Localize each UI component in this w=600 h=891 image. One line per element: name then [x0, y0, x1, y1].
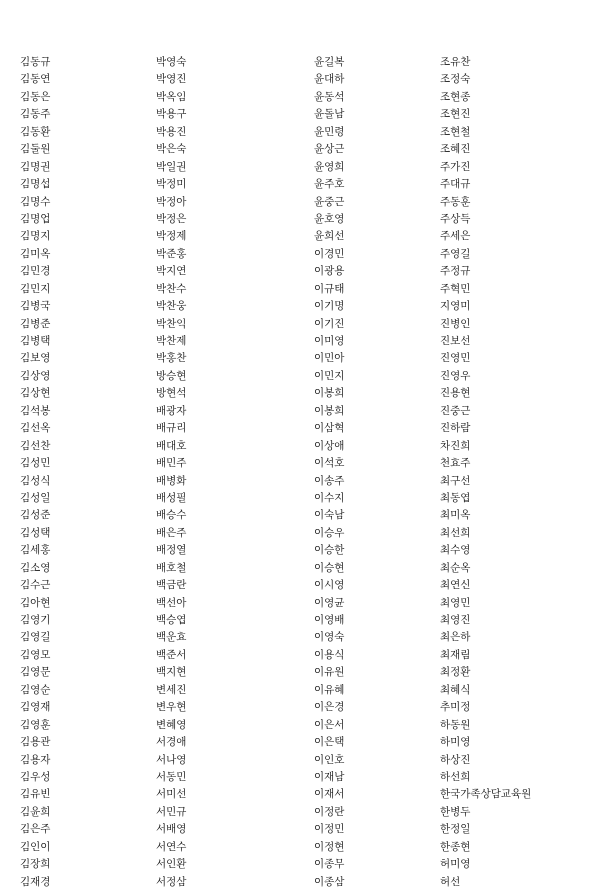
name-cell: 이승한: [314, 544, 345, 557]
name-cell: 이정현: [314, 840, 345, 853]
name-cell: 백운효: [156, 631, 187, 644]
name-cell: 차진희: [440, 439, 471, 452]
name-cell: 배호철: [156, 561, 187, 574]
name-cell: 김아현: [20, 596, 51, 609]
name-cell: 배광자: [156, 404, 187, 417]
name-row: [0, 752, 600, 769]
name-row: [0, 141, 600, 158]
name-cell: 주대규: [440, 178, 471, 191]
name-cell: 윤대하: [314, 73, 345, 86]
name-cell: 김보영: [20, 352, 51, 365]
name-cell: 이상애: [314, 439, 345, 452]
name-cell: 박은숙: [156, 143, 187, 156]
name-cell: 김유빈: [20, 788, 51, 801]
name-row: [0, 629, 600, 646]
name-cell: 하동원: [440, 718, 471, 731]
name-cell: 김성택: [20, 526, 51, 539]
name-row: [0, 874, 600, 891]
name-cell: 김소영: [20, 561, 51, 574]
name-cell: 배성필: [156, 491, 187, 504]
name-cell: 김성식: [20, 474, 51, 487]
name-cell: 윤민령: [314, 125, 345, 138]
name-cell: 최미옥: [440, 509, 471, 522]
name-cell: 변세진: [156, 683, 187, 696]
name-cell: 박찬수: [156, 282, 187, 295]
name-row: [0, 664, 600, 681]
name-cell: 이재남: [314, 770, 345, 783]
name-cell: 주세은: [440, 230, 471, 243]
name-cell: 조혜진: [440, 143, 471, 156]
name-cell: 이규태: [314, 282, 345, 295]
name-cell: 최영민: [440, 596, 471, 609]
name-cell: 서배영: [156, 823, 187, 836]
name-cell: 백선아: [156, 596, 187, 609]
name-row: [0, 804, 600, 821]
name-row: [0, 490, 600, 507]
name-cell: 이기진: [314, 317, 345, 330]
name-row: [0, 385, 600, 402]
name-cell: 이영균: [314, 596, 345, 609]
name-cell: 이은택: [314, 736, 345, 749]
name-cell: 박영진: [156, 73, 187, 86]
name-cell: 백준서: [156, 648, 187, 661]
name-cell: 이봉희: [314, 404, 345, 417]
name-row: [0, 176, 600, 193]
name-list-table: [0, 54, 600, 891]
name-cell: 박찬익: [156, 317, 187, 330]
name-cell: 서인환: [156, 858, 187, 871]
name-cell: 변우현: [156, 701, 187, 714]
name-cell: 조현종: [440, 90, 471, 103]
name-cell: 김병택: [20, 335, 51, 347]
name-row: [0, 368, 600, 385]
name-row: [0, 455, 600, 472]
name-cell: 배규리: [156, 422, 187, 435]
name-row: [0, 403, 600, 420]
name-cell: 김윤희: [20, 805, 51, 818]
name-cell: 이재서: [314, 788, 345, 801]
name-cell: 김은주: [20, 823, 51, 836]
name-cell: 이정란: [314, 805, 345, 818]
name-cell: 이유원: [314, 666, 345, 679]
name-row: [0, 333, 600, 350]
name-row: [0, 71, 600, 88]
name-cell: 윤주호: [314, 178, 345, 191]
name-cell: 최재림: [440, 648, 471, 661]
name-cell: 이민아: [314, 352, 345, 365]
name-cell: 이기명: [314, 300, 345, 313]
name-row: [0, 717, 600, 734]
name-cell: 김용관: [20, 736, 51, 749]
name-cell: 지영미: [440, 300, 471, 313]
name-row: [0, 595, 600, 612]
name-row: [0, 420, 600, 437]
name-cell: 김수근: [20, 579, 51, 592]
name-row: [0, 786, 600, 803]
name-row: [0, 473, 600, 490]
name-cell: 박지연: [156, 265, 187, 278]
name-cell: 배정열: [156, 544, 187, 557]
name-row: [0, 350, 600, 367]
name-cell: 윤호영: [314, 212, 345, 225]
name-cell: 백지현: [156, 666, 187, 679]
name-cell: 김성일: [20, 491, 51, 504]
name-cell: 방승현: [156, 369, 187, 382]
name-cell: 최구선: [440, 474, 471, 487]
name-cell: 김동주: [20, 108, 51, 121]
name-cell: 윤상근: [314, 143, 345, 156]
name-cell: 서미선: [156, 788, 187, 801]
name-cell: 주영길: [440, 247, 471, 260]
name-cell: 진중근: [440, 404, 471, 417]
name-cell: 이민지: [314, 369, 345, 382]
name-cell: 진보선: [440, 335, 471, 347]
name-row: [0, 281, 600, 298]
name-cell: 김명섭: [20, 178, 51, 191]
name-cell: 변혜영: [156, 718, 187, 731]
name-row: [0, 769, 600, 786]
name-cell: 진영우: [440, 369, 471, 382]
name-cell: 진하람: [440, 422, 471, 435]
name-cell: 서동민: [156, 770, 187, 783]
name-row: [0, 263, 600, 280]
name-cell: 하선희: [440, 770, 471, 783]
name-cell: 김둘원: [20, 143, 51, 156]
name-cell: 배은주: [156, 526, 187, 539]
name-cell: 주가진: [440, 160, 471, 173]
name-cell: 김상영: [20, 369, 51, 382]
name-cell: 김동은: [20, 90, 51, 103]
name-cell: 이정민: [314, 823, 345, 836]
name-row: [0, 194, 600, 211]
name-row: [0, 682, 600, 699]
name-cell: 이종무: [314, 858, 345, 871]
name-cell: 진영민: [440, 352, 471, 365]
name-cell: 김명업: [20, 212, 51, 225]
name-cell: 주동훈: [440, 195, 471, 208]
name-cell: 김영재: [20, 701, 51, 714]
name-cell: 이경민: [314, 247, 345, 260]
name-cell: 한국가족상담교육원: [440, 788, 532, 801]
name-cell: 진용현: [440, 387, 471, 400]
name-cell: 윤희선: [314, 230, 345, 243]
name-cell: 박일권: [156, 160, 187, 173]
name-row: [0, 106, 600, 123]
name-row: [0, 612, 600, 629]
name-cell: 허미영: [440, 858, 471, 871]
name-row: [0, 89, 600, 106]
name-cell: 이숙남: [314, 509, 345, 522]
name-cell: 김선찬: [20, 439, 51, 452]
name-row: [0, 577, 600, 594]
name-cell: 박옥임: [156, 90, 187, 103]
name-cell: 김미옥: [20, 247, 51, 260]
name-row: [0, 821, 600, 838]
name-cell: 김병국: [20, 300, 51, 313]
name-row: [0, 542, 600, 559]
name-cell: 김영순: [20, 683, 51, 696]
name-cell: 서민규: [156, 805, 187, 818]
name-cell: 최혜식: [440, 683, 471, 696]
name-cell: 박정미: [156, 178, 187, 191]
name-cell: 조현철: [440, 125, 471, 138]
name-row: [0, 560, 600, 577]
name-cell: 김동환: [20, 125, 51, 138]
name-cell: 박찬제: [156, 335, 187, 347]
name-row: [0, 507, 600, 524]
name-row: [0, 438, 600, 455]
name-cell: 김용자: [20, 753, 51, 766]
name-row: [0, 124, 600, 141]
name-cell: 하상진: [440, 753, 471, 766]
name-cell: 김성준: [20, 509, 51, 522]
name-row: [0, 211, 600, 228]
name-cell: 배병화: [156, 474, 187, 487]
name-cell: 김병준: [20, 317, 51, 330]
name-cell: 이미영: [314, 335, 345, 347]
name-row: [0, 54, 600, 71]
name-row: [0, 316, 600, 333]
name-row: [0, 298, 600, 315]
name-row: [0, 647, 600, 664]
name-cell: 주혁민: [440, 282, 471, 295]
name-cell: 김영문: [20, 666, 51, 679]
name-cell: 조유찬: [440, 56, 471, 68]
name-cell: 서연수: [156, 840, 187, 853]
name-cell: 천효주: [440, 457, 471, 470]
name-cell: 서나영: [156, 753, 187, 766]
name-cell: 이유혜: [314, 683, 345, 696]
name-cell: 이시영: [314, 579, 345, 592]
name-cell: 최동엽: [440, 491, 471, 504]
name-cell: 박용구: [156, 108, 187, 121]
name-row: [0, 525, 600, 542]
name-cell: 박준홍: [156, 247, 187, 260]
name-cell: 이수지: [314, 491, 345, 504]
name-cell: 주정규: [440, 265, 471, 278]
name-cell: 최은하: [440, 631, 471, 644]
name-cell: 윤중근: [314, 195, 345, 208]
name-cell: 김명수: [20, 195, 51, 208]
name-cell: 김민경: [20, 265, 51, 278]
name-cell: 서정삼: [156, 875, 187, 888]
name-cell: 이영숙: [314, 631, 345, 644]
name-cell: 최선희: [440, 526, 471, 539]
name-cell: 김영길: [20, 631, 51, 644]
name-cell: 추미정: [440, 701, 471, 714]
name-row: [0, 228, 600, 245]
name-cell: 최정환: [440, 666, 471, 679]
name-cell: 이승현: [314, 561, 345, 574]
name-cell: 김장희: [20, 858, 51, 871]
name-row: [0, 699, 600, 716]
name-cell: 방현석: [156, 387, 187, 400]
name-cell: 진병인: [440, 317, 471, 330]
name-cell: 최영진: [440, 614, 471, 626]
name-cell: 김동규: [20, 56, 51, 68]
name-row: [0, 734, 600, 751]
name-cell: 김명지: [20, 230, 51, 243]
name-cell: 박정아: [156, 195, 187, 208]
name-cell: 이은서: [314, 718, 345, 731]
name-cell: 이인호: [314, 753, 345, 766]
name-cell: 배민주: [156, 457, 187, 470]
name-cell: 이봉희: [314, 387, 345, 400]
name-cell: 한정일: [440, 823, 471, 836]
name-cell: 윤길복: [314, 56, 345, 68]
name-cell: 박영숙: [156, 56, 187, 68]
name-cell: 박용진: [156, 125, 187, 138]
name-cell: 김민지: [20, 282, 51, 295]
name-cell: 이삼혁: [314, 422, 345, 435]
name-cell: 이승우: [314, 526, 345, 539]
name-cell: 윤영희: [314, 160, 345, 173]
name-cell: 김상현: [20, 387, 51, 400]
name-cell: 박홍찬: [156, 352, 187, 365]
name-cell: 허선: [440, 875, 461, 888]
name-cell: 백승엽: [156, 614, 187, 626]
name-row: [0, 246, 600, 263]
name-cell: 이광용: [314, 265, 345, 278]
name-cell: 김동연: [20, 73, 51, 86]
name-cell: 서경애: [156, 736, 187, 749]
name-cell: 김우성: [20, 770, 51, 783]
name-cell: 이영배: [314, 614, 345, 626]
name-cell: 김명권: [20, 160, 51, 173]
name-cell: 이석호: [314, 457, 345, 470]
name-cell: 김영기: [20, 614, 51, 626]
name-cell: 김인이: [20, 840, 51, 853]
name-cell: 박정은: [156, 212, 187, 225]
name-cell: 한병두: [440, 805, 471, 818]
name-cell: 이용식: [314, 648, 345, 661]
name-cell: 김영모: [20, 648, 51, 661]
name-cell: 배승수: [156, 509, 187, 522]
name-cell: 최수영: [440, 544, 471, 557]
name-row: [0, 856, 600, 873]
name-cell: 이종삼: [314, 875, 345, 888]
name-cell: 하미영: [440, 736, 471, 749]
name-cell: 최순옥: [440, 561, 471, 574]
name-cell: 이송주: [314, 474, 345, 487]
name-cell: 조정숙: [440, 73, 471, 86]
name-cell: 윤돌남: [314, 108, 345, 121]
name-cell: 윤동석: [314, 90, 345, 103]
name-row: [0, 159, 600, 176]
name-cell: 한종현: [440, 840, 471, 853]
name-cell: 최연신: [440, 579, 471, 592]
name-cell: 주상득: [440, 212, 471, 225]
name-cell: 김성민: [20, 457, 51, 470]
name-cell: 백금란: [156, 579, 187, 592]
name-cell: 김영훈: [20, 718, 51, 731]
name-cell: 박찬웅: [156, 300, 187, 313]
name-cell: 김선옥: [20, 422, 51, 435]
name-cell: 이은경: [314, 701, 345, 714]
name-cell: 박정제: [156, 230, 187, 243]
name-cell: 배대호: [156, 439, 187, 452]
name-row: [0, 839, 600, 856]
name-cell: 김세홍: [20, 544, 51, 557]
name-cell: 조현진: [440, 108, 471, 121]
name-cell: 김석봉: [20, 404, 51, 417]
name-cell: 김재경: [20, 875, 51, 888]
